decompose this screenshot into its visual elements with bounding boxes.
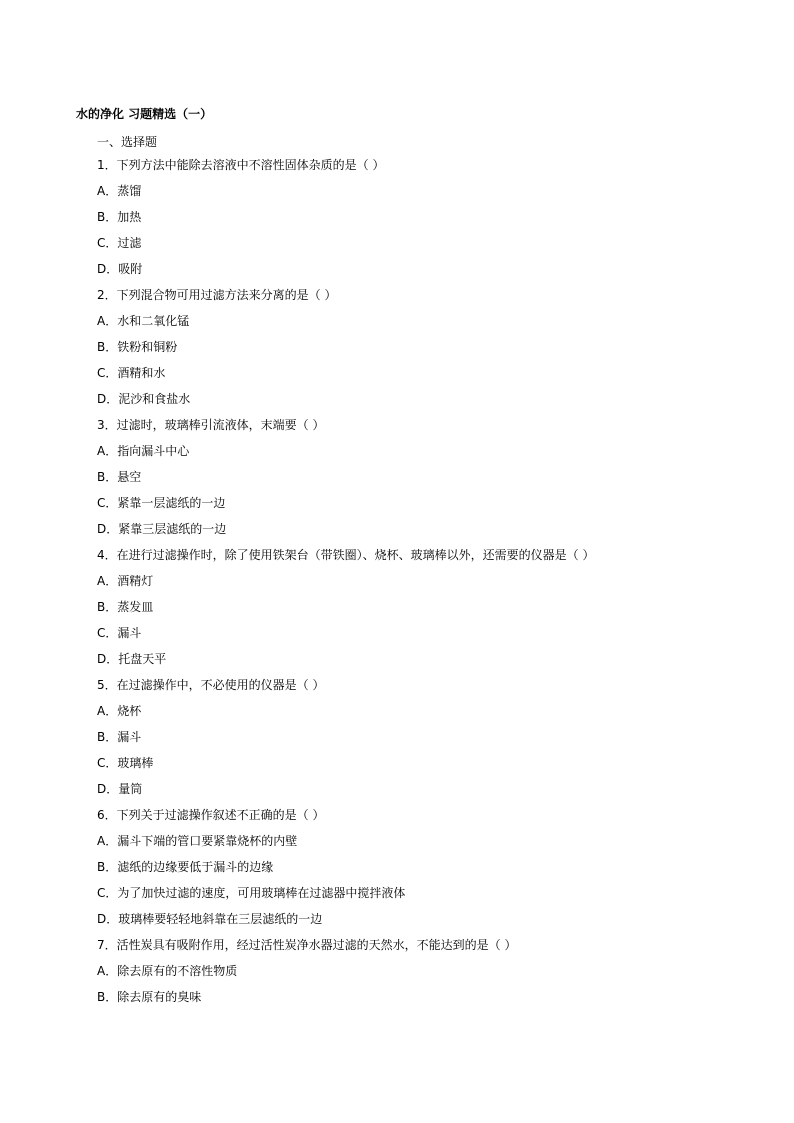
question-1-option-a: A．蒸馏 (97, 184, 142, 198)
question-6-option-a: A．漏斗下端的管口要紧靠烧杯的内壁 (97, 834, 298, 848)
document-body (97, 132, 737, 1010)
question-3-option-b: B．悬空 (97, 470, 142, 484)
question-1-option-c: C．过滤 (97, 236, 142, 250)
question-3-option-c: C．紧靠一层滤纸的一边 (97, 496, 226, 510)
question-5-option-c: C．玻璃棒 (97, 756, 154, 770)
question-6-option-b: B．滤纸的边缘要低于漏斗的边缘 (97, 860, 274, 874)
question-6-stem: 6．下列关于过滤操作叙述不正确的是（ ） (97, 808, 325, 822)
document-title: 水的净化 习题精选（一） (76, 107, 213, 121)
question-3-option-d: D．紧靠三层滤纸的一边 (97, 522, 227, 536)
question-7-option-a: A．除去原有的不溶性物质 (97, 964, 238, 978)
question-3-option-a: A．指向漏斗中心 (97, 444, 190, 458)
question-5-option-b: B．漏斗 (97, 730, 142, 744)
question-4-option-c: C．漏斗 (97, 626, 142, 640)
question-4-option-d: D．托盘天平 (97, 652, 167, 666)
question-1-option-d: D．吸附 (97, 262, 143, 276)
question-4-option-b: B．蒸发皿 (97, 600, 154, 614)
question-2-option-b: B．铁粉和铜粉 (97, 340, 178, 354)
question-5-option-a: A．烧杯 (97, 704, 142, 718)
question-2-stem: 2．下列混合物可用过滤方法来分离的是（ ） (97, 288, 337, 302)
question-7-stem: 7．活性炭具有吸附作用，经过活性炭净水器过滤的天然水，不能达到的是（ ） (97, 938, 517, 952)
question-5-option-d: D．量筒 (97, 782, 143, 796)
section-heading: 一、选择题 (97, 135, 158, 149)
question-6-option-c: C．为了加快过滤的速度，可用玻璃棒在过滤器中搅拌液体 (97, 886, 406, 900)
question-3-stem: 3．过滤时，玻璃棒引流液体，末端要（ ） (97, 418, 325, 432)
question-2-option-d: D．泥沙和食盐水 (97, 392, 191, 406)
question-4-option-a: A．酒精灯 (97, 574, 154, 588)
question-1-option-b: B．加热 (97, 210, 142, 224)
question-2-option-c: C．酒精和水 (97, 366, 166, 380)
question-4-stem: 4．在进行过滤操作时，除了使用铁架台（带铁圈）、烧杯、玻璃棒以外，还需要的仪器是（ ） (97, 548, 595, 562)
question-7-option-b: B．除去原有的臭味 (97, 990, 202, 1004)
question-2-option-a: A．水和二氧化锰 (97, 314, 190, 328)
question-6-option-d: D．玻璃棒要轻轻地斜靠在三层滤纸的一边 (97, 912, 323, 926)
question-1-stem: 1．下列方法中能除去溶液中不溶性固体杂质的是（ ） (97, 158, 385, 172)
question-5-stem: 5．在过滤操作中，不必使用的仪器是（ ） (97, 678, 325, 692)
